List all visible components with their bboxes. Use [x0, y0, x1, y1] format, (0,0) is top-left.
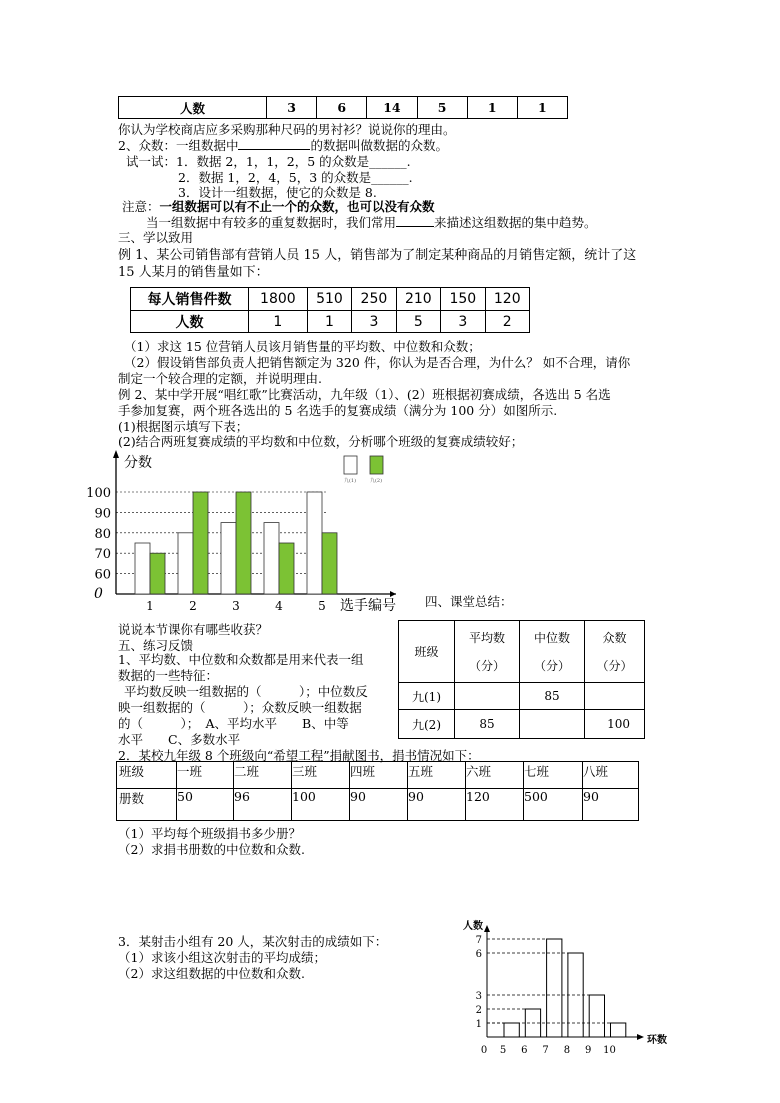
y-axis-label: 人数	[463, 921, 483, 932]
score-bar-chart	[86, 448, 406, 618]
table-cell: 90	[350, 789, 408, 821]
example-2-text: 例 2、某中学开展“唱红歌”比赛活动，九年级（1）、(2）班根据初赛成绩，各选出 5 名选	[118, 387, 611, 402]
mode-def-before: 2、众数：一组数据中	[118, 138, 239, 153]
summary-table	[398, 620, 645, 739]
y-tick-label: 60	[94, 567, 111, 583]
table-cell: 九(1)	[399, 683, 455, 710]
y-tick-label: 7	[475, 935, 482, 946]
table-cell: 1	[307, 311, 351, 333]
bar	[322, 533, 337, 594]
summary-header-median: 中位数 （分）	[520, 621, 585, 683]
example-2-question-1: (1)根据图示填写下表；	[118, 419, 249, 434]
bar	[193, 492, 208, 594]
x-tick-label: 2	[189, 599, 197, 613]
table-cell: 九(2)	[399, 710, 455, 739]
table-cell: 85	[520, 683, 585, 710]
table-cell: 85	[455, 710, 520, 739]
bar	[135, 543, 150, 594]
table-cell: 50	[177, 789, 234, 821]
table-cell	[520, 710, 585, 739]
x-tick-label: 6	[521, 1045, 528, 1056]
y-tick-label: 70	[94, 547, 111, 563]
table-cell	[455, 683, 520, 710]
summary-header-class: 班级	[399, 621, 455, 683]
table-cell: 班级	[117, 762, 177, 789]
table-cell: 90	[583, 789, 639, 821]
bar	[150, 553, 165, 594]
table-cell: 2	[485, 311, 529, 333]
summary-header-mode: 众数 （分）	[585, 621, 645, 683]
table-cell: 6	[317, 97, 367, 119]
feedback-3-question-1: （1）求该小组这次射击的平均成绩；	[118, 950, 326, 965]
table-cell: 1	[517, 97, 567, 119]
feedback-1-line: 水平 C、多数水平	[118, 732, 241, 747]
example-1-question-1: （1）求这 15 位营销人员该月销售量的平均数、中位数和众数；	[124, 339, 481, 354]
table-cell: 1	[249, 311, 308, 333]
mode-def-after: 的数据叫做数据的众数。	[310, 138, 448, 153]
y-axis-label: 分数	[124, 455, 152, 471]
table-cell: 210	[396, 288, 440, 311]
x-tick-label: 1	[146, 599, 154, 613]
table-cell: 八班	[583, 762, 639, 789]
table-cell: 5	[417, 97, 467, 119]
note-prefix: 注意：	[122, 199, 160, 214]
summary-header-mean: 平均数 （分）	[455, 621, 520, 683]
table-cell: 120	[466, 789, 524, 821]
x-tick-label: 3	[232, 599, 240, 613]
table-cell: 120	[485, 288, 529, 311]
try-line-1: 试一试：1．数据 2，1，1，2，5 的众数是______.	[126, 154, 411, 169]
bar	[279, 543, 294, 594]
trend-before: 当一组数据中有较多的重复数据时，我们常用	[146, 215, 397, 230]
y-axis-arrow	[113, 450, 119, 458]
y-tick-label: 6	[475, 949, 482, 960]
y-tick-label: 80	[94, 526, 111, 542]
trend-after: 来描述这组数据的集中趋势。	[434, 215, 597, 230]
feedback-2-intro: 2．某校九年级 8 个班级向“希望工程”捐献图书，捐书情况如下：	[118, 748, 480, 763]
y-axis-arrow	[484, 925, 490, 932]
x-tick-label: 7	[542, 1045, 549, 1056]
donation-table	[116, 761, 639, 821]
table-cell	[585, 683, 645, 710]
x-axis-arrow	[390, 591, 396, 597]
origin-label: 0	[480, 1045, 488, 1056]
try-line-2: 2．数据 1，2，4，5，3 的众数是______.	[178, 170, 413, 185]
table-cell: 1	[467, 97, 517, 119]
table-cell: 5	[396, 311, 440, 333]
shooting-histogram	[455, 912, 685, 1062]
y-tick-label: 2	[475, 1005, 482, 1016]
feedback-1-line: 1、平均数、中位数和众数都是用来代表一组	[118, 652, 364, 667]
example-1-question-2b: 制定一个较合理的定额，并说明理由.	[118, 371, 322, 386]
answer-blank	[396, 226, 434, 227]
feedback-2-question-2: （2）求捐书册数的中位数和众数.	[118, 842, 305, 857]
harvest-question: 说说本节课你有哪些收获？	[118, 622, 269, 637]
count-row-label: 人数	[131, 311, 249, 333]
y-tick-label: 100	[86, 486, 111, 501]
shirt-question: 你认为学校商店应多采购那种尺码的男衬衫？说说你的理由。	[118, 122, 456, 137]
x-tick-label: 5	[318, 599, 326, 613]
table-cell: 96	[234, 789, 292, 821]
feedback-1	[118, 652, 396, 748]
x-axis-arrow	[637, 1034, 644, 1040]
example-2-question-2: (2)结合两班复赛成绩的平均数和中位数，分析哪个班级的复赛成绩较好；	[118, 434, 524, 449]
table-cell: 一班	[177, 762, 234, 789]
y-tick-label: 1	[475, 1019, 482, 1030]
section-5-title: 五、练习反馈	[118, 638, 194, 653]
table-cell: 册数	[117, 789, 177, 821]
bar	[547, 939, 562, 1037]
table-cell: 六班	[466, 762, 524, 789]
legend-swatch	[344, 456, 357, 474]
bar	[568, 953, 583, 1037]
feedback-1-line: 映一组数据的（ ）；众数反映一组数据	[118, 700, 362, 715]
x-tick-label: 10	[603, 1045, 616, 1056]
table-cell: 500	[524, 789, 583, 821]
x-axis-label: 环数	[647, 1035, 667, 1046]
table-cell: 五班	[408, 762, 466, 789]
table-cell: 3	[267, 97, 317, 119]
table-cell: 14	[367, 97, 417, 119]
bar	[504, 1023, 519, 1037]
x-axis-label: 选手编号	[340, 598, 396, 614]
table-label: 人数	[119, 97, 267, 119]
legend-label: 九(1)	[343, 478, 357, 484]
table-cell: 90	[408, 789, 466, 821]
table-cell: 二班	[234, 762, 292, 789]
feedback-3-question-2: （2）求这组数据的中位数和众数.	[118, 966, 305, 981]
bar	[264, 523, 279, 594]
table-cell: 七班	[524, 762, 583, 789]
example-1-text-2: 15 人某月的销售量如下：	[118, 265, 269, 280]
table-cell: 3	[441, 311, 485, 333]
table-cell: 510	[307, 288, 351, 311]
y-tick-label: 3	[475, 991, 482, 1002]
table-cell: 三班	[292, 762, 350, 789]
bar	[611, 1023, 626, 1037]
example-1-text: 例 1、某公司销售部有营销人员 15 人，销售部为了制定某种商品的月销售定额，统计了这	[118, 248, 637, 263]
section-4-title: 四、课堂总结：	[425, 594, 513, 609]
bar	[307, 492, 322, 594]
x-tick-label: 4	[275, 599, 283, 613]
feedback-1-line: 数据的一些特征：	[118, 668, 219, 683]
bar	[236, 492, 251, 594]
table-cell: 100	[292, 789, 350, 821]
bar	[178, 533, 193, 594]
bar	[221, 523, 236, 594]
example-2-text-2: 手参加复赛，两个班各选出的 5 名选手的复赛成绩（满分为 100 分）如图所示.	[118, 403, 558, 418]
x-tick-label: 5	[499, 1045, 507, 1056]
sales-row-label: 每人销售件数	[131, 288, 249, 311]
note-bold: 一组数据可以有不止一个的众数，也可以没有众数	[159, 199, 435, 214]
try-line-3: 3．设计一组数据，使它的众数是 8.	[178, 185, 377, 200]
y-tick-label: 90	[94, 506, 111, 522]
legend-swatch	[370, 456, 383, 474]
x-tick-label: 9	[585, 1045, 592, 1056]
table-cell: 150	[441, 288, 485, 311]
feedback-1-line: 的（ ）； A、平均水平 B、中等	[118, 716, 349, 731]
sales-table	[130, 287, 530, 333]
table-cell: 3	[352, 311, 396, 333]
feedback-2-question-1: （1）平均每个班级捐书多少册？	[118, 826, 301, 841]
table-cell: 100	[585, 710, 645, 739]
table-cell: 1800	[249, 288, 308, 311]
answer-blank	[238, 149, 310, 150]
x-tick-label: 8	[563, 1045, 571, 1056]
origin-label: 0	[94, 586, 103, 602]
size-count-table	[118, 96, 568, 119]
trend-sentence	[146, 213, 597, 231]
bar	[589, 995, 604, 1037]
feedback-3-intro: 3．某射击小组有 20 人，某次射击的成绩如下：	[118, 934, 388, 949]
legend-label: 九(2)	[369, 478, 383, 484]
table-cell: 250	[352, 288, 396, 311]
example-1-question-2: （2）假设销售部负责人把销售额定为 320 件，你认为是否合理，为什么？ 如不合理，请你	[124, 355, 631, 370]
section-3-title: 三、学以致用	[118, 230, 194, 245]
table-cell: 四班	[350, 762, 408, 789]
feedback-1-line: 平均数反映一组数据的（ ）；中位数反	[124, 684, 368, 699]
